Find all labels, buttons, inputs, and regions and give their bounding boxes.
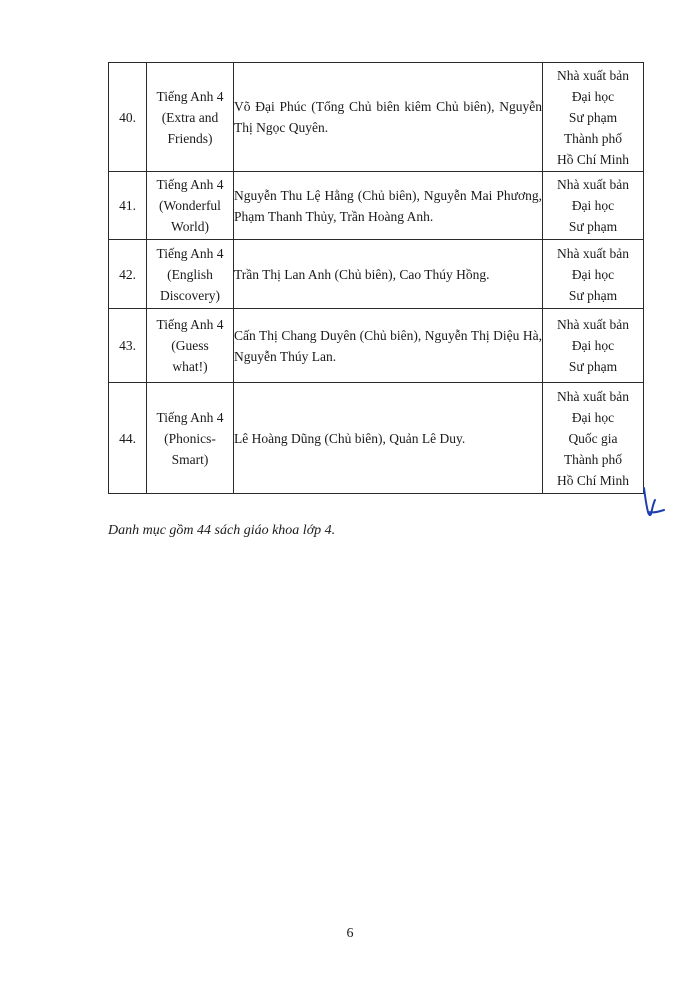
table-row <box>109 240 644 309</box>
book-title <box>147 172 234 240</box>
publisher-line: Thành phố <box>563 130 623 146</box>
table-row <box>109 172 644 240</box>
row-number: 43. <box>109 309 147 383</box>
publisher-line: Sư phạm <box>568 109 618 125</box>
book-authors: Nguyễn Thu Lệ Hằng (Chủ biên), Nguyễn Mai Phương, Phạm Thanh Thủy, Trần Hoàng Anh. <box>234 172 543 240</box>
book-authors: Cấn Thị Chang Duyên (Chủ biên), Nguyễn Thị Diệu Hà, Nguyễn Thúy Lan. <box>234 309 543 383</box>
title-line: (Extra and <box>161 109 219 125</box>
book-publisher <box>543 240 644 309</box>
title-line: Tiếng Anh 4 <box>156 245 224 261</box>
publisher-line: Sư phạm <box>568 359 618 374</box>
title-line: Friends) <box>167 130 213 146</box>
book-title <box>147 240 234 309</box>
publisher-line: Hồ Chí Minh <box>556 472 629 488</box>
book-publisher <box>543 309 644 383</box>
book-authors: Lê Hoàng Dũng (Chủ biên), Quản Lê Duy. <box>234 383 543 494</box>
publisher-line: Đại học <box>571 266 615 282</box>
title-line: World) <box>171 219 209 234</box>
title-line: Tiếng Anh 4 <box>156 88 224 104</box>
book-title <box>147 309 234 383</box>
textbook-table <box>108 62 644 494</box>
title-line: Tiếng Anh 4 <box>156 317 224 332</box>
title-line: Smart) <box>171 451 209 467</box>
publisher-line: Nhà xuất bản <box>557 177 629 192</box>
publisher-line: Hồ Chí Minh <box>556 151 629 167</box>
book-authors: Võ Đại Phúc (Tổng Chủ biên kiêm Chủ biên), Nguyễn Thị Ngọc Quyên. <box>234 63 543 172</box>
title-line: Tiếng Anh 4 <box>156 409 224 425</box>
catalog-note: Danh mục gồm 44 sách giáo khoa lớp 4. <box>108 523 336 538</box>
publisher-line: Đại học <box>571 88 615 104</box>
table-row <box>109 383 644 494</box>
book-title <box>147 63 234 172</box>
table-row <box>109 309 644 383</box>
page-number: 6 <box>346 926 354 941</box>
row-number: 41. <box>109 172 147 240</box>
title-line: (English <box>167 266 213 282</box>
title-line: (Guess <box>171 338 209 353</box>
publisher-line: Nhà xuất bản <box>557 245 629 261</box>
title-line: what!) <box>172 359 208 374</box>
table-row <box>109 63 644 172</box>
book-publisher <box>543 63 644 172</box>
publisher-line: Quốc gia <box>568 430 618 446</box>
initial-signature <box>636 486 666 522</box>
publisher-line: Đại học <box>571 409 615 425</box>
book-title <box>147 383 234 494</box>
title-line: Tiếng Anh 4 <box>156 177 224 192</box>
publisher-line: Sư phạm <box>568 219 618 234</box>
publisher-line: Đại học <box>571 198 615 213</box>
book-publisher <box>543 383 644 494</box>
title-line: (Wonderful <box>159 198 221 213</box>
title-line: (Phonics- <box>164 430 216 446</box>
publisher-line: Đại học <box>571 338 615 353</box>
row-number: 42. <box>109 240 147 309</box>
publisher-line: Nhà xuất bản <box>557 317 629 332</box>
row-number: 40. <box>109 63 147 172</box>
title-line: Discovery) <box>160 287 220 303</box>
book-publisher <box>543 172 644 240</box>
book-authors: Trần Thị Lan Anh (Chủ biên), Cao Thúy Hồng. <box>234 240 543 309</box>
row-number: 44. <box>109 383 147 494</box>
publisher-line: Nhà xuất bản <box>557 67 629 83</box>
publisher-line: Thành phố <box>563 451 623 467</box>
publisher-line: Nhà xuất bản <box>557 388 629 404</box>
publisher-line: Sư phạm <box>568 287 618 303</box>
